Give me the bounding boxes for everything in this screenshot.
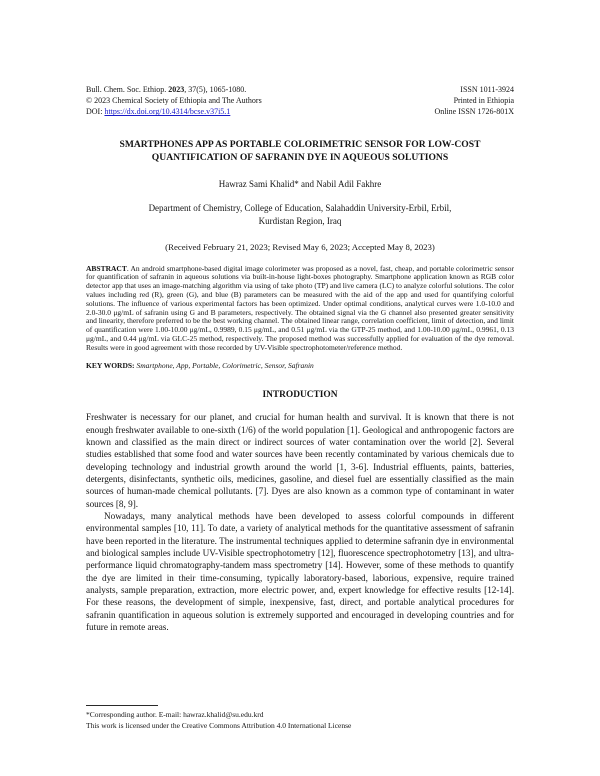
abstract-text: . An android smartphone-based digital image colorimeter was proposed as a novel, fast, cheap, and portable colorimetric sensor for quantification of safranin in aqueous solutions via built-in-house light-boxes photography. Smartphone application known as RGB color detector app that uses an image-matching algorithm via using of take photo (TP) and live camera (LC) to analyze colorful solutions. The color values including red (R), green (G), and blue (B) parameters can be measured with the aid of the app and used for quantifying colorful solutions. The influence of various experimental factors has been optimized. Under optimal conditions, analytical curves were 1.0-10.0 and 2.0-30.0 μg/mL of safranin using G and B parameters, respectively. The obtained signal via the G channel also presented greater sensitivity and linearity, therefore preferred to be the best working channel. The obtained linear range, correlation coefficient, limit of detection, and limit of quantification were 1.00-10.00 μg/mL, 0.9989, 0.15 μg/mL, and 0.51 μg/mL via the GTP-25 method, and 1.00-10.00 μg/mL, 0.9961, 0.13 μg/mL, and 0.44 μg/mL via GLC-25 method, respectively. The proposed method was successfully applied for evaluation of the dye removal. Results were in good agreement with those recorded by UV-Visible spectrophotometer/reference method. <box>86 263 514 352</box>
doi-label: DOI: <box>86 107 105 117</box>
journal-issue-pages: , 37(5), 1065-1080. <box>184 85 247 94</box>
abstract-label: ABSTRACT <box>86 263 127 273</box>
license-note: This work is licensed under the Creative Commons Attribution 4.0 International License <box>86 721 352 731</box>
doi-link[interactable]: https://dx.doi.org/10.4314/bcse.v37i5.1 <box>104 107 231 117</box>
online-issn-line: Online ISSN 1726-801X <box>434 107 514 117</box>
issn-line: ISSN 1011-3924 <box>460 85 514 94</box>
corresponding-author-note: *Corresponding author. E-mail: hawraz.khalid@su.edu.krd <box>86 709 264 719</box>
journal-info-block <box>86 84 262 118</box>
body-paragraph-1: Freshwater is necessary for our planet, and crucial for human health and survival. It is known that there is not enough freshwater available to one-sixth (1/6) of the world population [1]. Geological and anthropogenic factors are known and classified as the main direct or indirect sources of water contamination over the world [2]. Several studies established that some food and water sources have been recently contaminated by various chemicals due to developing technology and industrial growth around the world [1, 3-6]. Industrial effluents, paints, batteries, detergents, disinfectants, synthetic oils, medicines, gasoline, and diesel fuel are essentially classified as the main sources of human-made chemical pollutants. [7]. Dyes are also known as a common type of contaminant in water sources [8, 9]. <box>86 412 514 509</box>
keywords-line <box>86 361 514 370</box>
journal-abbrev: Bull. Chem. Soc. Ethiop. <box>86 85 169 94</box>
article-affiliation: Department of Chemistry, College of Education, Salahaddin University-Erbil, Erbil, Kurdistan Region, Iraq <box>148 203 452 226</box>
keywords-text: Smartphone, App, Portable, Colorimetric, Sensor, Safranin <box>136 361 314 371</box>
issn-block <box>434 84 514 118</box>
body-paragraph-2: Nowadays, many analytical methods have been developed to assess colorful compounds in different environmental samples [10, 11]. To date, a variety of analytical methods for the quantitative assessment of safranin have been reported in the literature. The instrumental techniques applied to determine safranin dye in environmental and biological samples include UV-Visible spectrophotometry [12], fluorescence spectrophotometry [13], and ultra-performance liquid chromatography-tandem mass spectrometry [14]. However, some of these methods to quantify the dye are limited in their time-consuming, typically laboratory-based, laborious, expensive, require trained analysts, sample preparation, extraction, more electric power, and, expert knowledge for effective results [12-14]. For these reasons, the development of simple, inexpensive, fast, direct, and portable analytical procedures for safranin quantification in aqueous solution is extremely supported and encouraged in developing countries and for future in remote areas. <box>86 510 514 632</box>
keywords-label: KEY WORDS: <box>86 361 137 371</box>
page-header <box>86 84 514 118</box>
printed-in-line: Printed in Ethiopia <box>453 96 514 106</box>
doi-line <box>86 106 262 117</box>
journal-citation <box>86 84 262 95</box>
page-footnote <box>86 705 514 732</box>
article-dates: (Received February 21, 2023; Revised May 6, 2023; Accepted May 8, 2023) <box>165 241 435 252</box>
journal-year: 2023 <box>168 85 185 94</box>
article-authors: Hawraz Sami Khalid* and Nabil Adil Fakhre <box>218 179 382 190</box>
copyright-line: © 2023 Chemical Society of Ethiopia and The Authors <box>86 96 262 106</box>
footnote-divider <box>86 705 158 706</box>
section-heading-introduction: INTRODUCTION <box>262 390 338 401</box>
article-title: SMARTPHONES APP AS PORTABLE COLORIMETRIC SENSOR FOR LOW-COST QUANTIFICATION OF SAFRANIN DYE IN AQUEOUS SOLUTIONS <box>119 138 481 163</box>
abstract-paragraph <box>86 265 514 353</box>
